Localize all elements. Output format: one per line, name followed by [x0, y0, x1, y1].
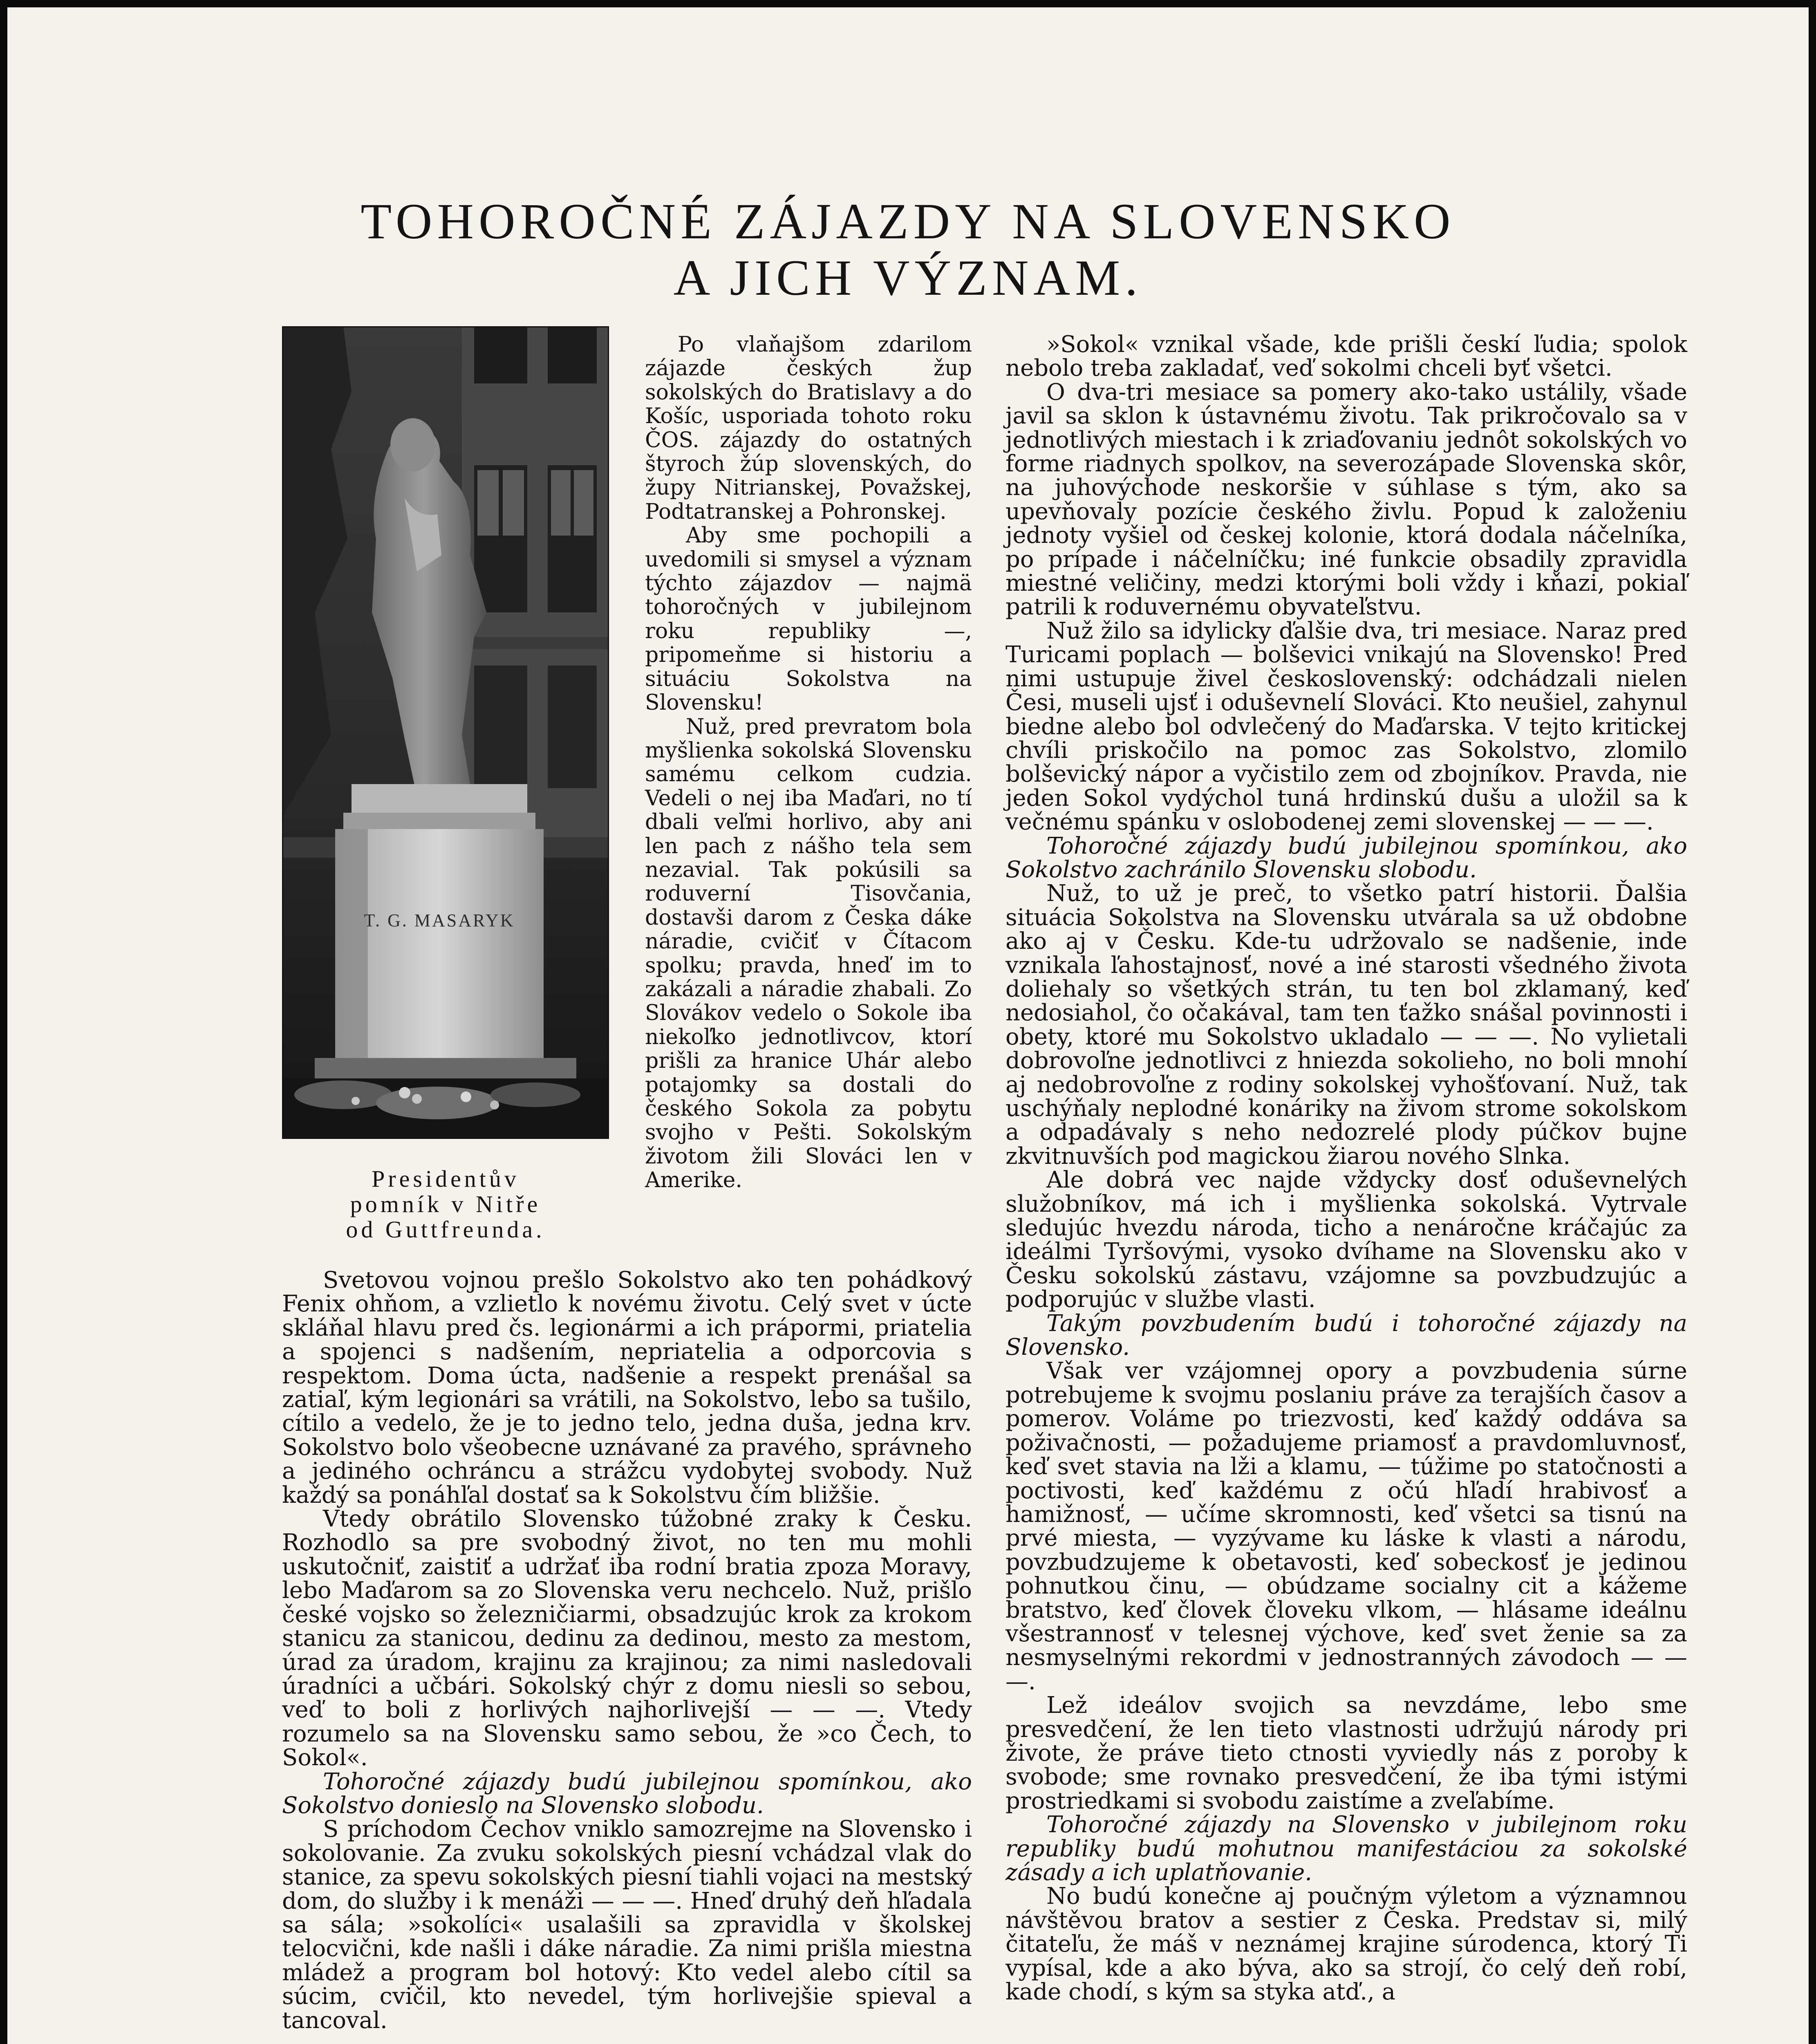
paragraph: Nuž, pred prevratom bola myšlienka sokolská Slovensku samému celkom cudzia. Vedeli o nej iba Maďari, no tí dbali veľmi horlivo, aby ani len pach z nášho tela sem nezavial. Tak pokúsili sa roduverní Tisovčania, dostavši darom z Česka dáke náradie, cvičiť v Čítacom spolku; pravda, hneď im to zakázali a náradie zhabali. Zo Slovákov vedelo o Sokole iba niekoľko jednotlivcov, ktorí prišli za hranice Uhár alebo potajomky sa dostali do českého Sokola za pobytu svojho v Pešti. Sokolským životom žili Slováci len v Amerike. — [645, 714, 972, 1193]
article-title-line-1: TOHOROČNÉ ZÁJAZDY NA SLOVENSKO — [361, 193, 1455, 249]
emphasis-paragraph: Takým povzbudením budú i tohoročné zájazdy na Slovensko. — [1005, 1310, 1687, 1361]
paragraph: Však ver vzájomnej opory a povzbudenia súrne potrebujeme k svojmu poslaniu práve za terajších časov a pomerov. Voláme po triezvosti, keď každý oddáva sa poživačnosti, — požadujeme priamosť a pravdomluvnosť, keď svet stavia na lži a klamu, — túžime po statočnosti a poctivosti, keď každému z očú hľadí hrabivosť a hamižnosť, — učíme skromnosti, keď všetci sa tisnú na prvé miesta, — vyzývame ku láske k vlasti a národu, povzbudzujeme k obetavosti, keď sobeckosť je jedinou pohnutkou činu, — obúdzame socialny cit a kážeme bratstvo, keď človek človeku vlkom, — hlásame ideálnu všestrannosť v telesnej výchove, keď svet ženie sa za nesmyselnými rekordmi v jednostranných závodoch — — —. — [1005, 1358, 1687, 1695]
paragraph: Vtedy obrátilo Slovensko túžobné zraky k Česku. Rozhodlo sa pre svobodný život, no ten mu mohli uskutočniť, zaistiť a udržať iba rodní bratia zpoza Moravy, lebo Maďarom sa zo Slovenska veru nechcelo. Nuž, prišlo české vojsko so železničiarmi, obsadzujúc krok za krokom stanicu za stanicou, dedinu za dedinou, mesto za mestom, úrad za úradom, krajinu za krajinou; za nimi nasledovali úradníci a učbári. Sokolský chýr z domu niesli so sebou, veď to boli z horlivých najhorlivejší — — —. Vtedy rozumelo sa na Slovensku samo sebou, že »co Čech, to Sokol«. — [282, 1506, 972, 1771]
magazine-page — [7, 7, 1809, 2044]
emphasis-paragraph: Tohoročné zájazdy budú jubilejnou spomínkou, ako Sokolstvo donieslo na Slovensko slobodu. — [282, 1768, 972, 1819]
paragraph: »Sokol« vznikal všade, kde prišli českí ľudia; spolok nebolo treba zakladať, veď sokolmi chceli byť všetci. — [1005, 331, 1687, 382]
article-column-right — [1005, 333, 1687, 2004]
paragraph: Nuž, to už je preč, to všetko patrí historii. Ďalšia situácia Sokolstva na Slovensku utvárala sa už obdobne ako aj v Česku. Kde-tu udržovalo se nadšenie, inde vznikala ľahostajnosť, nové a iné starosti všedného života doliehaly so všetkých strán, tu ten bol zklamaný, keď nedosiahol, čo očakával, tam ten ťažko snášal povinnosti i obety, ktoré mu Sokolstvo ukladalo — — —. No vylietali dobrovoľne jednotlivci z hniezda sokolieho, no boli mnohí aj nedobrovoľne z rodiny sokolskej vyhošťovaní. Nuž, tak uschýňaly neplodné konáriky na živom strome sokolskom a odpadávaly s neho nedozrelé plody púčkov bujne zkvitnuvších pod magickou žiarou nového Slnka. — [1005, 880, 1687, 1170]
caption-line: od Guttfreunda. — [346, 1216, 545, 1243]
article-column-left-top — [645, 333, 972, 1192]
paragraph: O dva-tri mesiace sa pomery ako-tako ustálily, všade javil sa sklon k ústavnému životu. Tak prikročovalo sa v jednotlivých miestach i k zriaďovaniu jednôt sokolských vo forme riadnych spolkov, na severozápade Slovenska skôr, na juhovýchode neskoršie v súhlase s tým, ako sa upevňovaly pozície českého živlu. Popud k založeniu jednoty vyšiel od českej kolonie, ktorá dodala náčelníka, po prípade i náčelníčku; iné funkcie obsadily zpravidla miestné veličiny, medzi ktorými boli vždy i kňazi, pokiaľ patrili k roduvernému obyvateľstvu. — [1005, 379, 1687, 621]
emphasis-paragraph: Tohoročné zájazdy na Slovensko v jubilejnom roku republiky budú mohutnou manifestáciou za sokolské zásady a ich uplatňovanie. — [1005, 1811, 1687, 1886]
paragraph: S príchodom Čechov vniklo samozrejme na Slovensko i sokolovanie. Za zvuku sokolských piesní vchádzal vlak do stanice, za spevu sokolských piesní tiahli vojaci na mestský dom, do služby i k menáži — — —. Hneď druhý deň hľadala sa sála; »sokolíci« usalašili sa zpravidla v školskej telocvični, kde našli i dáke náradie. Za nimi prišla miestna mládež a program bol hotový: Kto vedel alebo cítil sa súcim, cvičil, kto nevedel, tým horlivejšie spieval a tancoval. — [282, 1816, 972, 2034]
caption-line: Presidentův — [372, 1165, 519, 1192]
pedestal-inscription: T. G. MASARYK — [364, 910, 515, 930]
article-title-line-2: A JICH VÝZNAM. — [673, 250, 1143, 306]
paragraph: Po vlaňajšom zdarilom zájazde českých žup sokolských do Bratislavy a do Košíc, usporiada tohoto roku ČOS. zájazdy do ostatných štyroch žúp slovenských, do župy Nitrianskej, Považskej, Podtatranskej a Pohronskej. — [645, 332, 972, 524]
paragraph: Svetovou vojnou prešlo Sokolstvo ako ten pohádkový Fenix ohňom, a vzlietlo k novému životu. Celý svet v úcte skláňal hlavu pred čs. legionármi a ich prápormi, priatelia a spojenci s nadšením, nepriatelia a odporcovia s respektom. Doma úcta, nadšenie a respekt prenášal sa zatiaľ, kým legionári sa vrátili, na Sokolstvo, lebo sa tušilo, cítilo a vedelo, že je to jedno telo, jedna duša, jedna krv. Sokolstvo bolo všeobecne uznávané za pravého, správneho a jediného ochráncu a strážcu vydobytej svobody. Nuž každý sa ponáhľal dostať sa k Sokolstvu čím bližšie. — [282, 1267, 972, 1508]
paragraph: No budú konečne aj poučným výletom a významnou návštěvou bratov a sestier z Česka. Predstav si, milý čitateľu, že máš v neznámej krajine súrodenca, ktorý Ti vypísal, kde a ako býva, ako sa strojí, čo celý deň robí, kade chodí, s kým sa styka atď., a — [1005, 1883, 1687, 2006]
paragraph: Nuž žilo sa idylicky ďalšie dva, tri mesiace. Naraz pred Turicami poplach — bolševici vnikajú na Slovensko! Pred nimi ustupuje živel československý: odchádzali nielen Česi, museli ujsť i oduševnelí Slováci. Kto neušiel, zahynul biedne alebo bol odvlečený do Maďarska. V tejto kritickej chvíli priskočilo na pomoc zas Sokolstvo, zlomilo bolševický nápor a vyčistilo zem od zbojníkov. Pravda, nie jeden Sokol vydýchol tuná hrdinskú dušu a uložil sa k večnému spánku v oslobodenej zemi slovenskej — — —. — [1005, 617, 1687, 836]
article-column-left-bottom — [282, 1269, 972, 2033]
paragraph: Lež ideálov svojich sa nevzdáme, lebo sme presvedčení, že len tieto vlastnosti udržujú národy pri živote, že práve tieto ctnosti vyviedly nás z poroby k svobode; sme rovnako presvedčení, že iba tými istými prostriedkami si svobodu zaistíme a zveľabíme. — [1005, 1692, 1687, 1814]
paragraph: Ale dobrá vec najde vždycky dosť oduševnelých služobníkov, má ich i myšlienka sokolská. Vytrvale sledujúc hvezdu národa, ticho a nenáročne kráčajúc za ideálmi Tyršovými, vysoko dvíhame na Slovensku ako v Česku sokolskú zástavu, vzájomne sa povzbudzujúc a podporujúc v službe vlasti. — [1005, 1167, 1687, 1313]
emphasis-paragraph: Tohoročné zájazdy budú jubilejnou spomínkou, ako Sokolstvo zachránilo Slovensku slobodu. — [1005, 832, 1687, 883]
caption-line: pomník v Nitře — [350, 1191, 541, 1217]
statue-photo — [282, 326, 609, 1139]
paragraph: Aby sme pochopili a uvedomili si smysel a význam týchto zájazdov — najmä tohoročných v jubilejnom roku republiky —, pripomeňme si historiu a situáciu Sokolstva na Slovensku! — [645, 523, 972, 715]
photo-caption — [282, 1166, 609, 1242]
